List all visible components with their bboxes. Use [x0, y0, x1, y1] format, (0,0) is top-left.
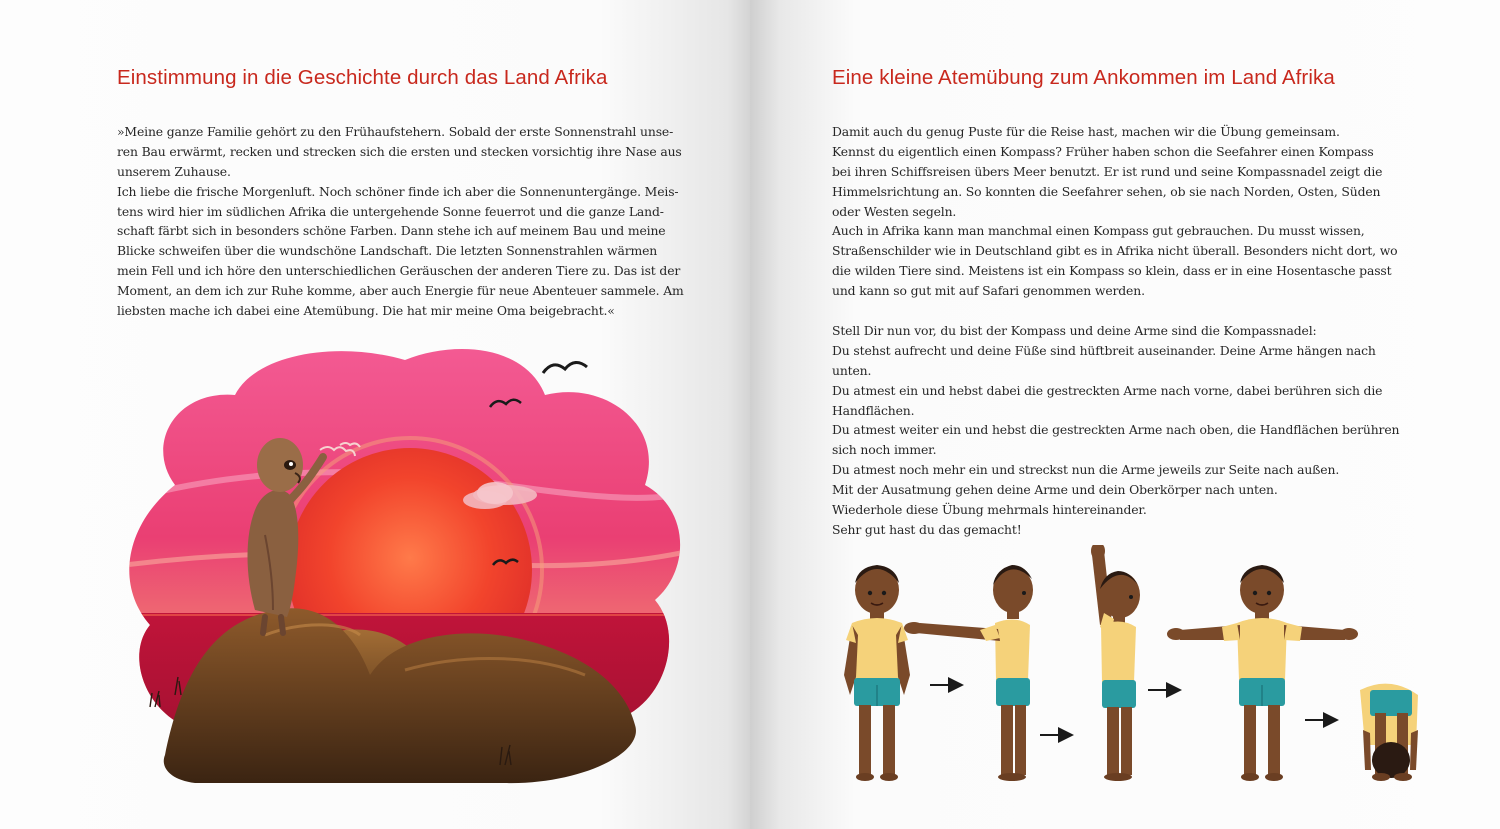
intro-line: Kennst du eigentlich einen Kompass? Früher haben schon die Seefahrer einen Kompass — [832, 143, 1374, 159]
instruction-line: Du stehst aufrecht und deine Füße sind hüftbreit auseinander. Deine Arme hängen nach — [832, 342, 1376, 358]
left-page-heading: Einstimmung in die Geschichte durch das Land Afrika — [117, 66, 608, 89]
meerkat-sunset-illustration — [105, 335, 695, 785]
intro-line: Straßenschilder wie in Deutschland gibt es in Afrika nicht überall. Besonders nicht dort, wo — [832, 243, 1398, 259]
pose-arms-up — [1091, 545, 1140, 781]
instruction-line: Du atmest ein und hebst dabei die gestreckten Arme nach vorne, dabei berühren sich die — [832, 382, 1383, 398]
instruction-line: Wiederhole diese Übung mehrmals hintereinander. — [832, 502, 1147, 518]
story-line: liebsten mache ich dabei eine Atemübung. Die hat mir meine Oma beigebracht.« — [117, 303, 615, 319]
instruction-line: Sehr gut hast du das gemacht! — [832, 521, 1022, 537]
instruction-line: sich noch immer. — [832, 442, 937, 458]
intro-line: Auch in Afrika kann man manchmal einen Kompass gut gebrauchen. Du musst wissen, — [832, 223, 1365, 239]
instruction-line: Mit der Ausatmung gehen deine Arme und dein Oberkörper nach unten. — [832, 482, 1278, 498]
pose-arms-down — [844, 565, 910, 781]
breathing-exercise-illustration — [830, 545, 1460, 790]
right-page — [750, 0, 1500, 829]
story-line: ren Bau erwärmt, recken und strecken sich die ersten und stecken vorsichtig ihre Nase aus — [117, 143, 682, 159]
meerkat-head — [257, 438, 303, 492]
pose-arms-forward — [904, 565, 1033, 781]
right-page-instructions — [832, 321, 1399, 540]
intro-line: Damit auch du genug Puste für die Reise hast, machen wir die Übung gemeinsam. — [832, 124, 1340, 139]
story-line: unserem Zuhause. — [117, 163, 231, 179]
story-line: schaft färbt sich in besonders schöne Farben. Dann stehe ich auf meinem Bau und meine — [117, 223, 666, 239]
intro-line: Himmelsrichtung an. So konnten die Seefahrer sehen, ob sie nach Norden, Osten, Süden — [832, 183, 1381, 199]
story-line: Blicke schweifen über die wundschöne Landschaft. Die letzten Sonnenstrahlen wärmen — [117, 243, 658, 259]
instruction-line: Du atmest weiter ein und hebst die gestreckten Arme nach oben, die Handflächen berühren — [832, 422, 1400, 438]
intro-line: oder Westen segeln. — [832, 203, 957, 219]
instruction-line: Stell Dir nun vor, du bist der Kompass und deine Arme sind die Kompassnadel: — [832, 323, 1317, 338]
intro-line: und kann so gut mit auf Safari genommen werden. — [832, 283, 1145, 299]
story-line: Moment, an dem ich zur Ruhe komme, aber auch Energie für neue Abenteuer sammele. Am — [117, 283, 684, 299]
intro-line: bei ihren Schiffsreisen übers Meer benutzt. Er ist rund und seine Kompassnadel zeigt die — [832, 163, 1383, 179]
instruction-line: Du atmest noch mehr ein und streckst nun die Arme jeweils zur Seite nach außen. — [832, 462, 1340, 478]
left-page-story — [117, 122, 684, 321]
intro-line: die wilden Tiere sind. Meistens ist ein Kompass so klein, dass er in eine Hosentasche passt — [832, 263, 1392, 279]
right-page-heading: Eine kleine Atemübung zum Ankommen im Land Afrika — [832, 66, 1335, 89]
story-line: tens wird hier im südlichen Afrika die untergehende Sonne feuerrot und die ganze Land- — [117, 203, 664, 219]
right-page-intro — [832, 122, 1398, 301]
instruction-line: Handflächen. — [832, 402, 915, 418]
pose-arms-sideways — [1167, 565, 1358, 781]
story-line: mein Fell und ich höre den unterschiedlichen Geräuschen der anderen Tiere zu. Das ist der — [117, 263, 681, 279]
pose-bend-forward — [1360, 684, 1418, 781]
bird — [543, 362, 587, 373]
story-line: »Meine ganze Familie gehört zu den Frühaufstehern. Sobald der erste Sonnenstrahl unse- — [117, 124, 674, 139]
story-line: Ich liebe die frische Morgenluft. Noch schöner finde ich aber die Sonnenuntergänge. Meis- — [117, 183, 679, 199]
instruction-line: unten. — [832, 362, 872, 378]
